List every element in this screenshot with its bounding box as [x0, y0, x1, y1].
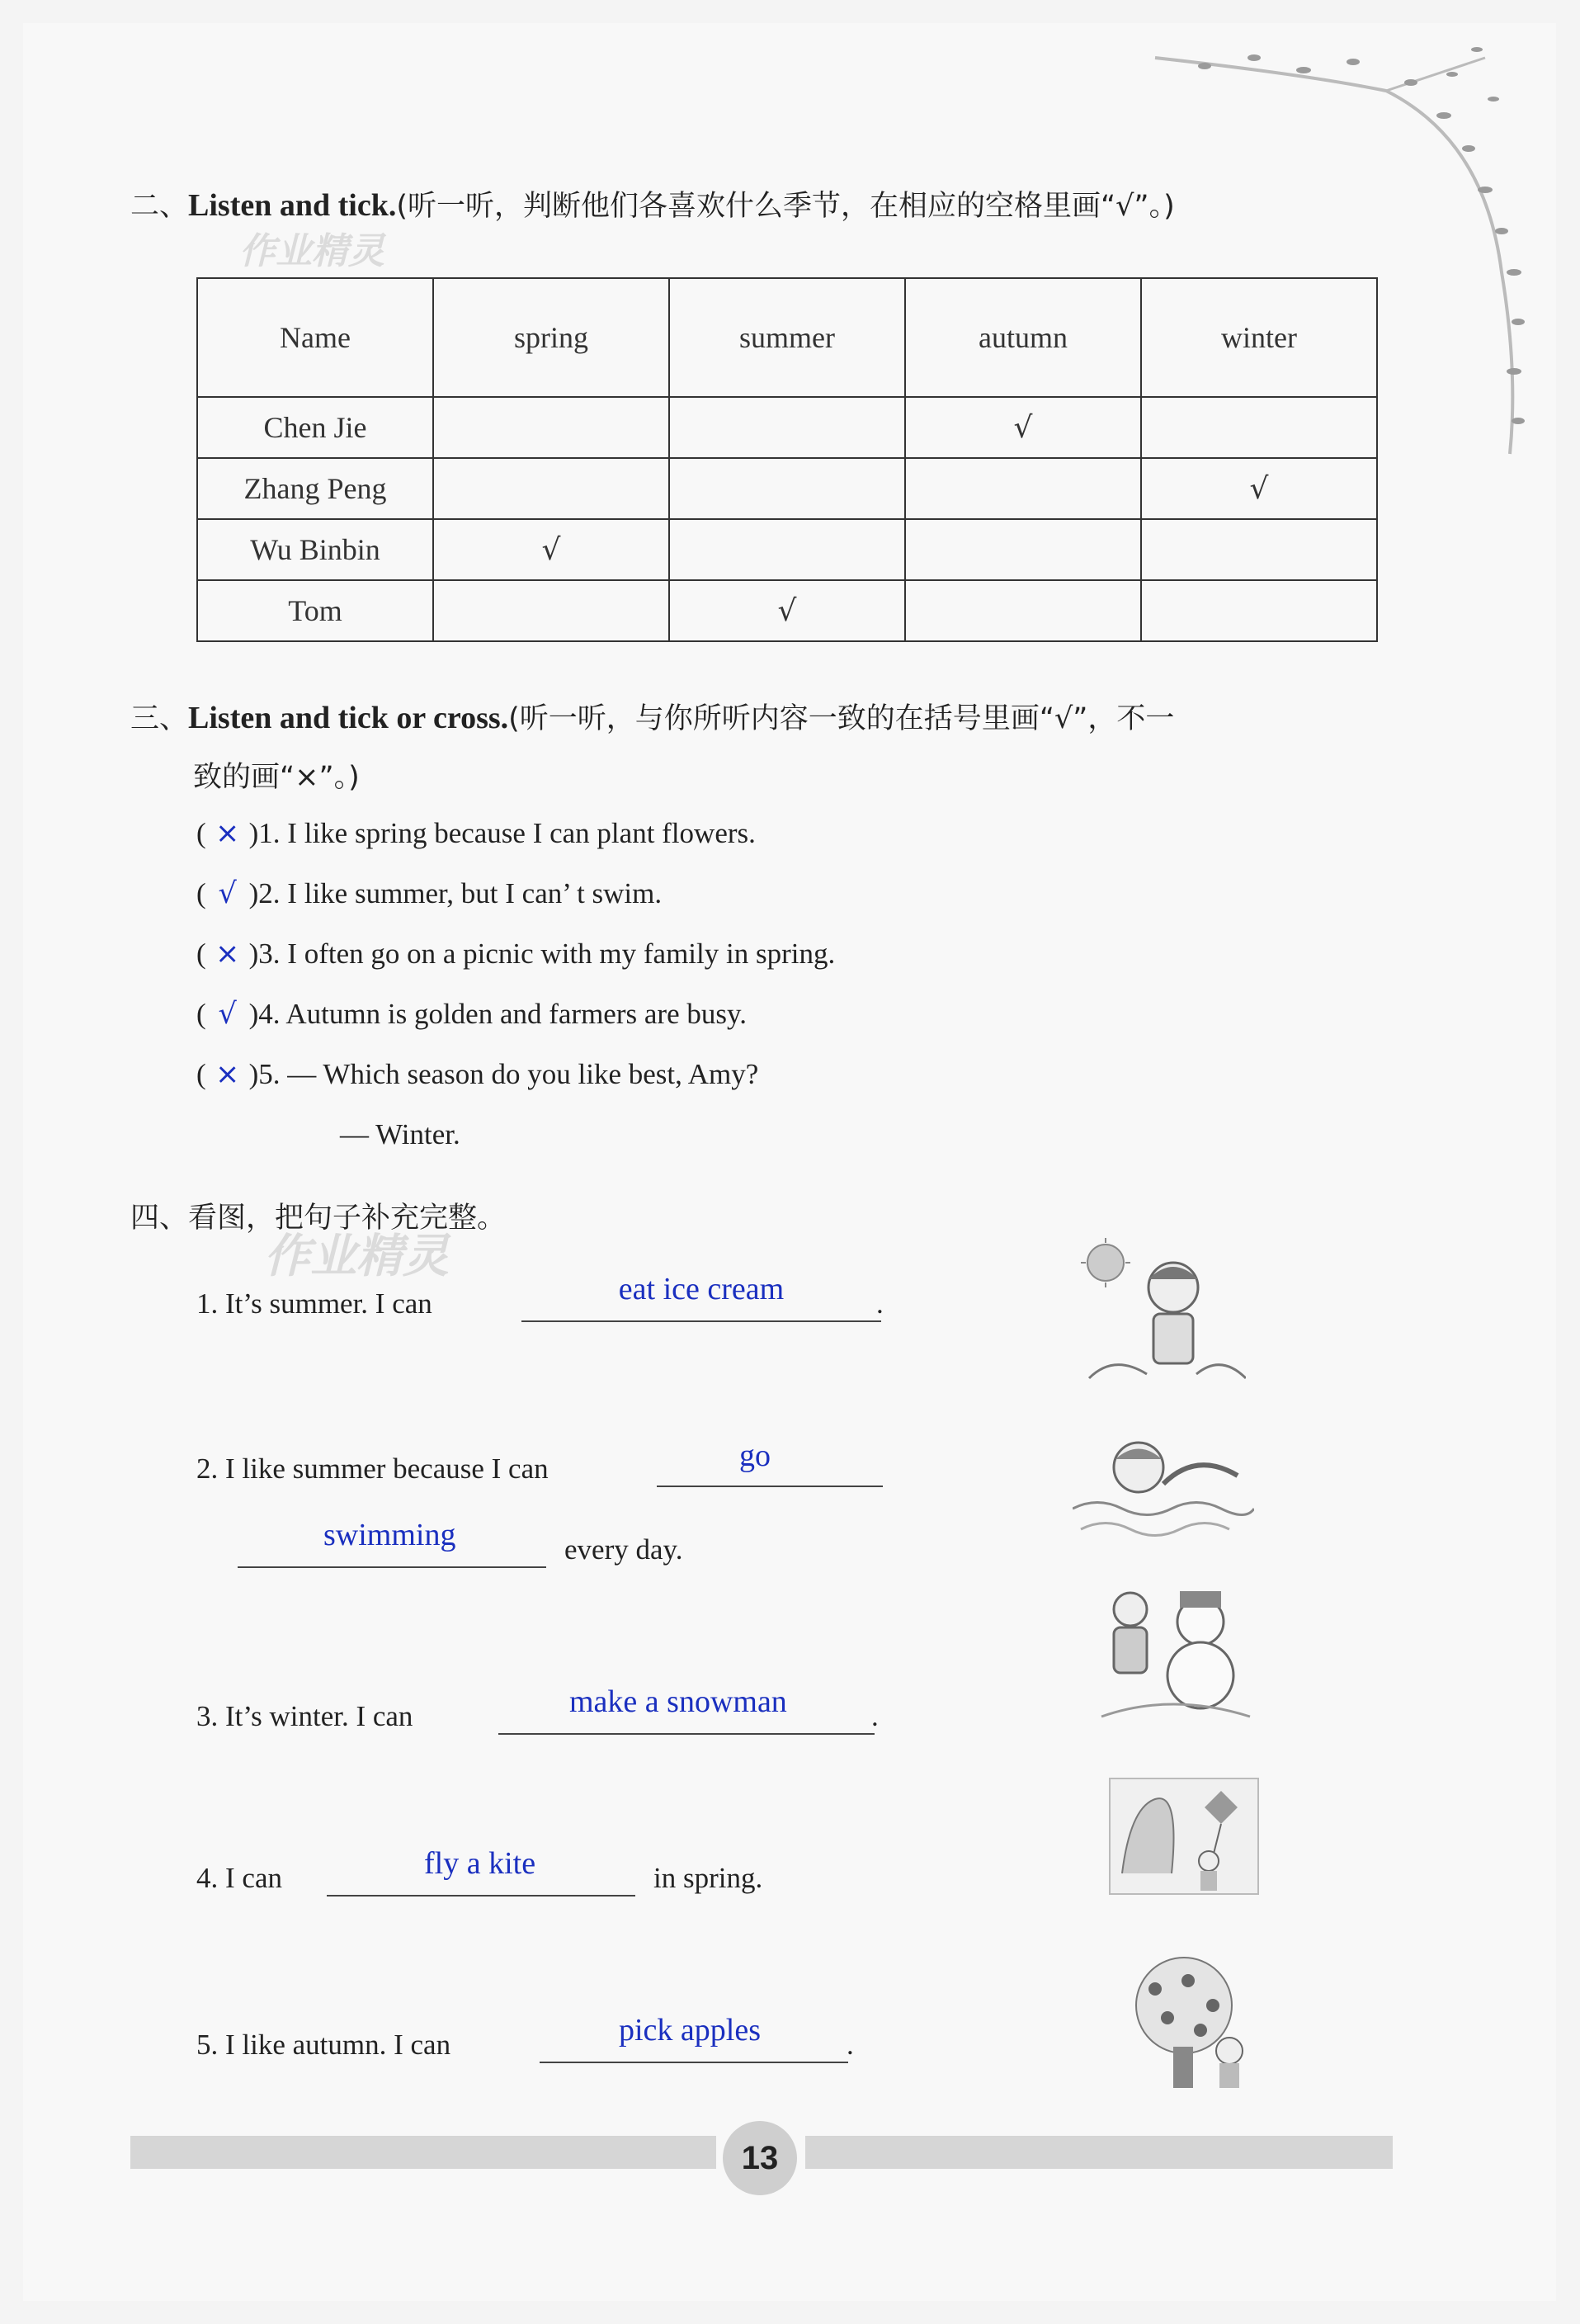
answer-mark: √ — [218, 998, 237, 1031]
table-row — [197, 580, 1377, 641]
section-3-title-en: Listen and tick or cross. — [188, 701, 509, 735]
watermark: 作业精灵 — [239, 230, 384, 272]
tick-cell: √ — [1141, 458, 1377, 519]
q1-answer: eat ice cream — [618, 1272, 785, 1306]
header-summer: summer — [669, 278, 905, 397]
q4-text: 4. I can — [196, 1862, 282, 1894]
tick-cell — [433, 458, 669, 519]
answer-mark: × — [215, 938, 240, 971]
q2-after: every day. — [564, 1533, 683, 1566]
boy-eating-ice-cream-picture — [1081, 1238, 1246, 1391]
table-header-row — [197, 278, 1377, 397]
q2-blank-1 — [657, 1484, 883, 1487]
q1-after: . — [876, 1287, 884, 1320]
q2-text: 2. I like summer because I can — [196, 1452, 549, 1485]
season-table — [196, 277, 1378, 642]
table-row — [197, 397, 1377, 458]
section-3-title-cn-2: 致的画“×”。) — [193, 761, 360, 794]
q5-after: . — [847, 2029, 854, 2061]
section-2-title — [130, 183, 1175, 224]
list-item: ( √ )2. I like summer, but I can’ t swim. — [196, 877, 663, 910]
tick-cell — [1141, 519, 1377, 580]
tick-cell — [905, 580, 1141, 641]
children-picking-apples-picture — [1106, 1956, 1262, 2092]
item-text: )3. I often go on a picnic with my family in spring. — [248, 938, 836, 970]
tick-cell — [433, 397, 669, 458]
answer-mark: × — [215, 817, 240, 850]
item-5-reply: — Winter. — [340, 1118, 460, 1150]
q4-blank — [327, 1893, 635, 1897]
tick-cell — [433, 580, 669, 641]
tick-cell: √ — [905, 397, 1141, 458]
row-name: Chen Jie — [197, 397, 433, 458]
girl-flying-kite-picture — [1106, 1774, 1262, 1898]
tick-cell — [1141, 397, 1377, 458]
item-text: )5. — Which season do you like best, Amy? — [248, 1058, 759, 1090]
footer-decoration-left — [130, 2136, 716, 2169]
section-3-title-line2 — [193, 754, 360, 796]
section-4-number: 四、 — [130, 1202, 189, 1235]
section-2-title-en: Listen and tick. — [188, 188, 397, 223]
q5-text: 5. I like autumn. I can — [196, 2029, 451, 2061]
tick-cell: √ — [433, 519, 669, 580]
answer-mark: √ — [218, 877, 237, 910]
list-item: ( × )5. — Which season do you like best, Amy? — [196, 1058, 759, 1091]
section-2-title-cn: (听一听，判断他们各喜欢什么季节，在相应的空格里画“√”。) — [396, 190, 1175, 223]
answer-mark: × — [215, 1058, 240, 1091]
header-autumn: autumn — [905, 278, 1141, 397]
q2-blank-2 — [238, 1565, 546, 1568]
section-3-title — [130, 696, 1174, 737]
header-name: Name — [197, 278, 433, 397]
tick-cell — [669, 458, 905, 519]
tick-cell — [669, 519, 905, 580]
tick-cell — [669, 397, 905, 458]
page-number: 13 — [723, 2121, 797, 2195]
q3-answer: make a snowman — [569, 1684, 787, 1719]
tick-cell — [1141, 580, 1377, 641]
tick-cell — [905, 519, 1141, 580]
table-row — [197, 519, 1377, 580]
row-name: Tom — [197, 580, 433, 641]
q2-answer-2: swimming — [323, 1518, 456, 1552]
children-making-snowman-picture — [1097, 1585, 1254, 1725]
section-2-number: 二、 — [130, 190, 189, 223]
header-spring: spring — [433, 278, 669, 397]
table-row — [197, 458, 1377, 519]
section-4-title-cn: 看图，把句子补充完整。 — [188, 1202, 507, 1235]
q5-answer: pick apples — [619, 2013, 762, 2048]
q4-after: in spring. — [653, 1862, 763, 1894]
header-winter: winter — [1141, 278, 1377, 397]
watermark: 作业精灵 — [264, 1230, 449, 1283]
boy-swimming-picture — [1073, 1434, 1254, 1550]
item-text: )2. I like summer, but I can’ t swim. — [248, 877, 663, 909]
item-text: )4. Autumn is golden and farmers are busy. — [248, 998, 747, 1030]
q3-after: . — [871, 1700, 879, 1732]
q5-blank — [540, 2060, 848, 2063]
q1-text: 1. It’s summer. I can — [196, 1287, 432, 1320]
q3-blank — [498, 1731, 875, 1735]
list-item: ( √ )4. Autumn is golden and farmers are busy. — [196, 998, 747, 1031]
list-item: ( × )1. I like spring because I can plant flowers. — [196, 817, 756, 850]
tick-cell: √ — [669, 580, 905, 641]
item-text: )1. I like spring because I can plant flowers. — [248, 817, 756, 849]
tick-cell — [905, 458, 1141, 519]
list-item: ( × )3. I often go on a picnic with my family in spring. — [196, 938, 836, 971]
q3-text: 3. It’s winter. I can — [196, 1700, 413, 1732]
section-3-title-cn: (听一听，与你所听内容一致的在括号里画“√”，不一 — [508, 702, 1175, 735]
footer-decoration-right — [805, 2136, 1393, 2169]
section-3-number: 三、 — [130, 702, 189, 735]
row-name: Wu Binbin — [197, 519, 433, 580]
row-name: Zhang Peng — [197, 458, 433, 519]
q4-answer: fly a kite — [424, 1846, 536, 1881]
q1-blank — [521, 1319, 881, 1322]
q2-answer-1: go — [739, 1438, 771, 1473]
